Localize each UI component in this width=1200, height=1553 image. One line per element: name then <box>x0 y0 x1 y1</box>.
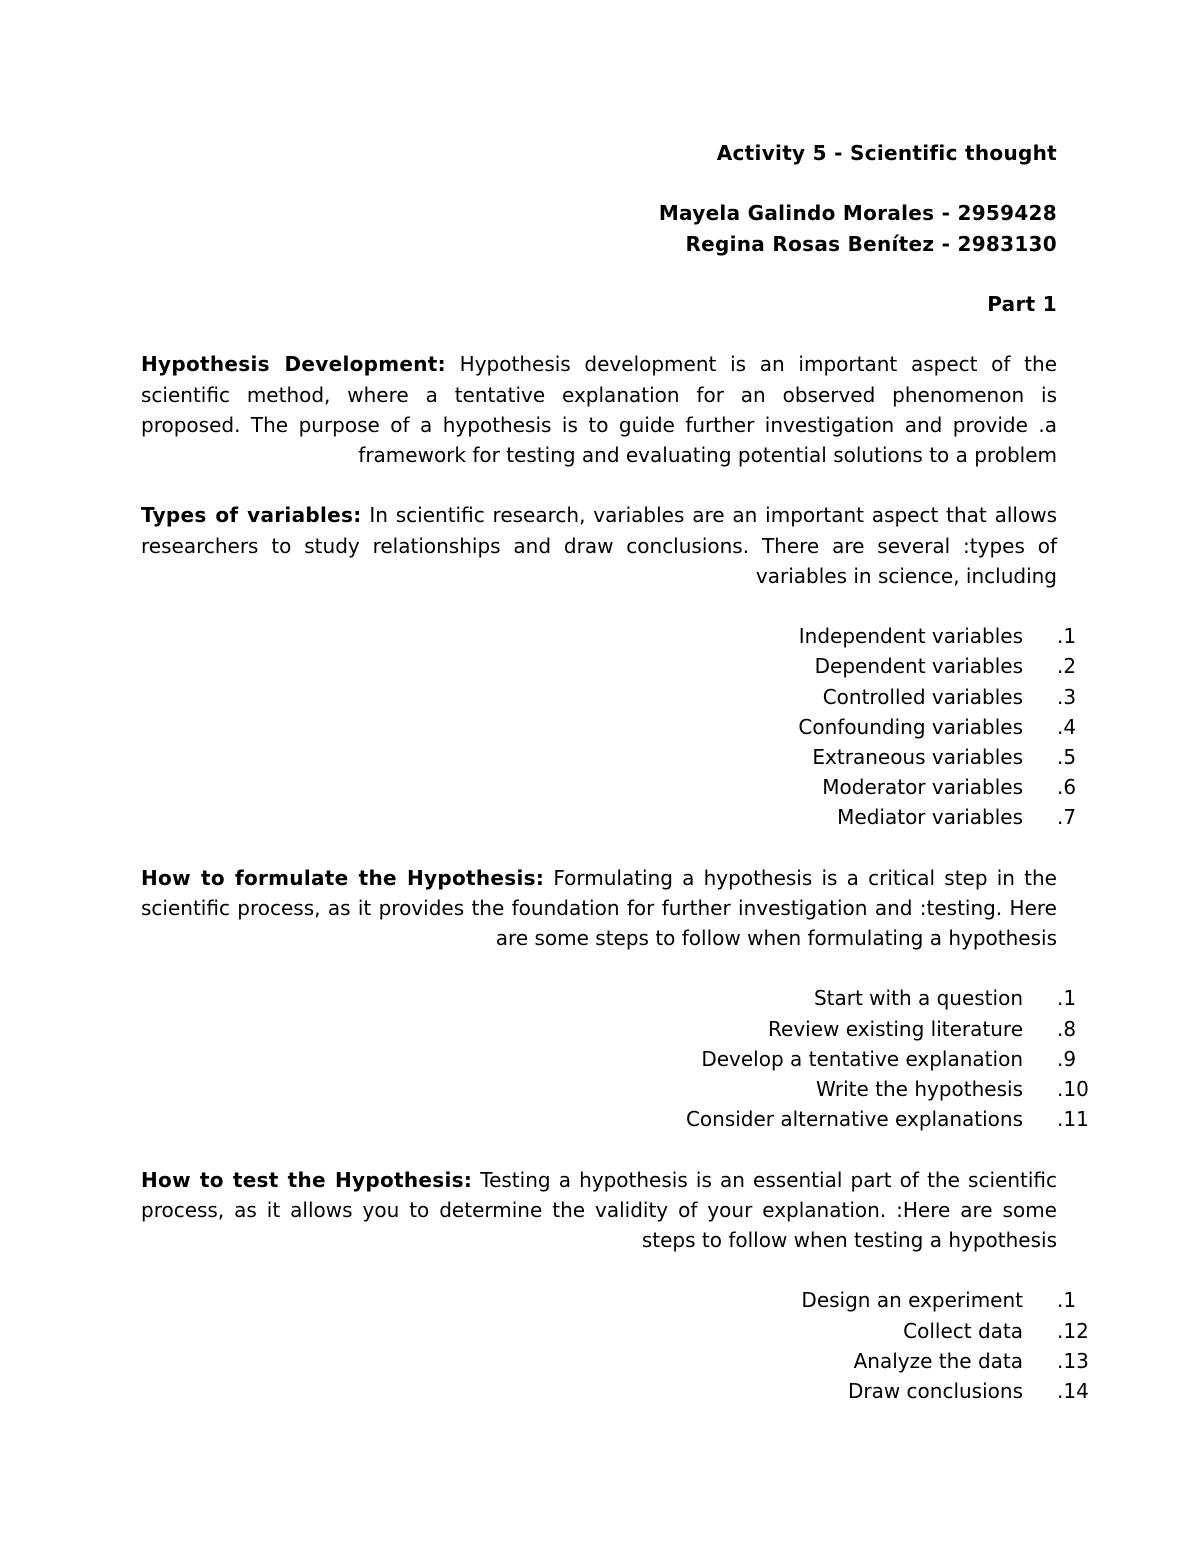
list-item <box>141 1285 1077 1315</box>
section-body: Formulating a hypothesis is a critical step in the scientific process, as it provides the foundation for further investigation and :testing. Here are some steps to follow when formulating a hypothesis <box>141 865 1057 951</box>
list-item-number: .3 <box>1057 684 1077 709</box>
section-formulate-hypothesis <box>141 863 1057 954</box>
list-item-text: Design an experiment <box>801 1288 1023 1313</box>
list-item <box>141 651 1077 681</box>
spacer <box>141 319 1057 349</box>
list-item-text: Controlled variables <box>822 684 1023 709</box>
variables-list <box>141 621 1077 832</box>
list-item-text: Collect data <box>903 1318 1023 1343</box>
list-item-number: .9 <box>1057 1046 1077 1071</box>
list-item-text: Consider alternative explanations <box>685 1107 1023 1132</box>
list-item <box>141 1104 1089 1134</box>
section-body: Hypothesis development is an important aspect of the scientific method, where a tentative explanation for an observed phenomenon is proposed. The purpose of a hypothesis is to guide further investigation and provide .a framework for testing and evaluating potential solutions to a problem <box>141 352 1057 467</box>
document-content <box>141 138 1089 1406</box>
spacer <box>141 259 1057 289</box>
spacer <box>141 1255 1057 1285</box>
section-types-of-variables <box>141 500 1057 591</box>
list-item-text: Review existing literature <box>768 1016 1023 1041</box>
list-item-number: .7 <box>1057 805 1077 830</box>
list-item-number: .10 <box>1057 1077 1089 1102</box>
formulate-steps-list <box>141 983 1089 1134</box>
list-item-text: Draw conclusions <box>847 1378 1023 1403</box>
list-item-text: Confounding variables <box>798 714 1023 739</box>
spacer <box>141 1134 1057 1164</box>
list-item-number: .1 <box>1057 1288 1077 1313</box>
list-item <box>141 983 1077 1013</box>
section-heading: How to formulate the Hypothesis: <box>141 865 545 890</box>
document-title: Activity 5 - Scientific thought <box>716 141 1057 165</box>
list-item-number: .5 <box>1057 744 1077 769</box>
section-heading: How to test the Hypothesis: <box>141 1167 473 1192</box>
list-item-text: Independent variables <box>798 624 1023 649</box>
list-item-number: .6 <box>1057 775 1077 800</box>
list-item-number: .13 <box>1057 1348 1089 1373</box>
list-item-number: .1 <box>1057 986 1077 1011</box>
spacer <box>141 953 1057 983</box>
section-heading: Types of variables: <box>141 503 362 528</box>
list-item <box>141 1316 1089 1346</box>
list-item-text: Start with a question <box>813 986 1023 1011</box>
list-item-text: Develop a tentative explanation <box>701 1046 1023 1071</box>
list-item <box>141 772 1077 802</box>
list-item-number: .8 <box>1057 1016 1077 1041</box>
section-body: Testing a hypothesis is an essential part of the scientific process, as it allows you to determine the validity of your explanation. :Here are some steps to follow when testing a hypothesis <box>141 1167 1057 1252</box>
list-item-number: .2 <box>1057 654 1077 679</box>
list-item <box>141 1074 1089 1104</box>
list-item <box>141 1346 1089 1376</box>
list-item-number: .14 <box>1057 1378 1089 1403</box>
test-steps-list <box>141 1285 1089 1406</box>
list-item-text: Mediator variables <box>837 805 1023 830</box>
list-item-text: Extraneous variables <box>812 744 1023 769</box>
list-item-text: Write the hypothesis <box>815 1077 1023 1102</box>
list-item-number: .11 <box>1057 1107 1089 1132</box>
list-item <box>141 1014 1077 1044</box>
list-item-number: .12 <box>1057 1318 1089 1343</box>
section-test-hypothesis <box>141 1165 1057 1256</box>
section-hypothesis-development <box>141 349 1057 470</box>
list-item <box>141 682 1077 712</box>
list-item <box>141 712 1077 742</box>
author-line: Regina Rosas Benítez - 2983130 <box>685 231 1057 256</box>
list-item <box>141 621 1077 651</box>
part-heading: Part 1 <box>987 291 1057 316</box>
spacer <box>141 591 1057 621</box>
list-item <box>141 1376 1089 1406</box>
list-item-number: .1 <box>1057 624 1077 649</box>
list-item-text: Dependent variables <box>814 654 1023 679</box>
section-body: In scientific research, variables are an important aspect that allows researchers to study relationships and draw conclusions. There are several :types of variables in science, including <box>141 503 1057 588</box>
spacer <box>141 168 1057 198</box>
spacer <box>141 832 1057 862</box>
section-heading: Hypothesis Development: <box>141 352 446 377</box>
list-item <box>141 1044 1077 1074</box>
list-item <box>141 742 1077 772</box>
list-item-text: Moderator variables <box>822 775 1023 800</box>
list-item <box>141 802 1077 832</box>
list-item-text: Analyze the data <box>853 1348 1023 1373</box>
spacer <box>141 470 1057 500</box>
list-item-number: .4 <box>1057 714 1077 739</box>
author-line: Mayela Galindo Morales - 2959428 <box>658 201 1057 226</box>
